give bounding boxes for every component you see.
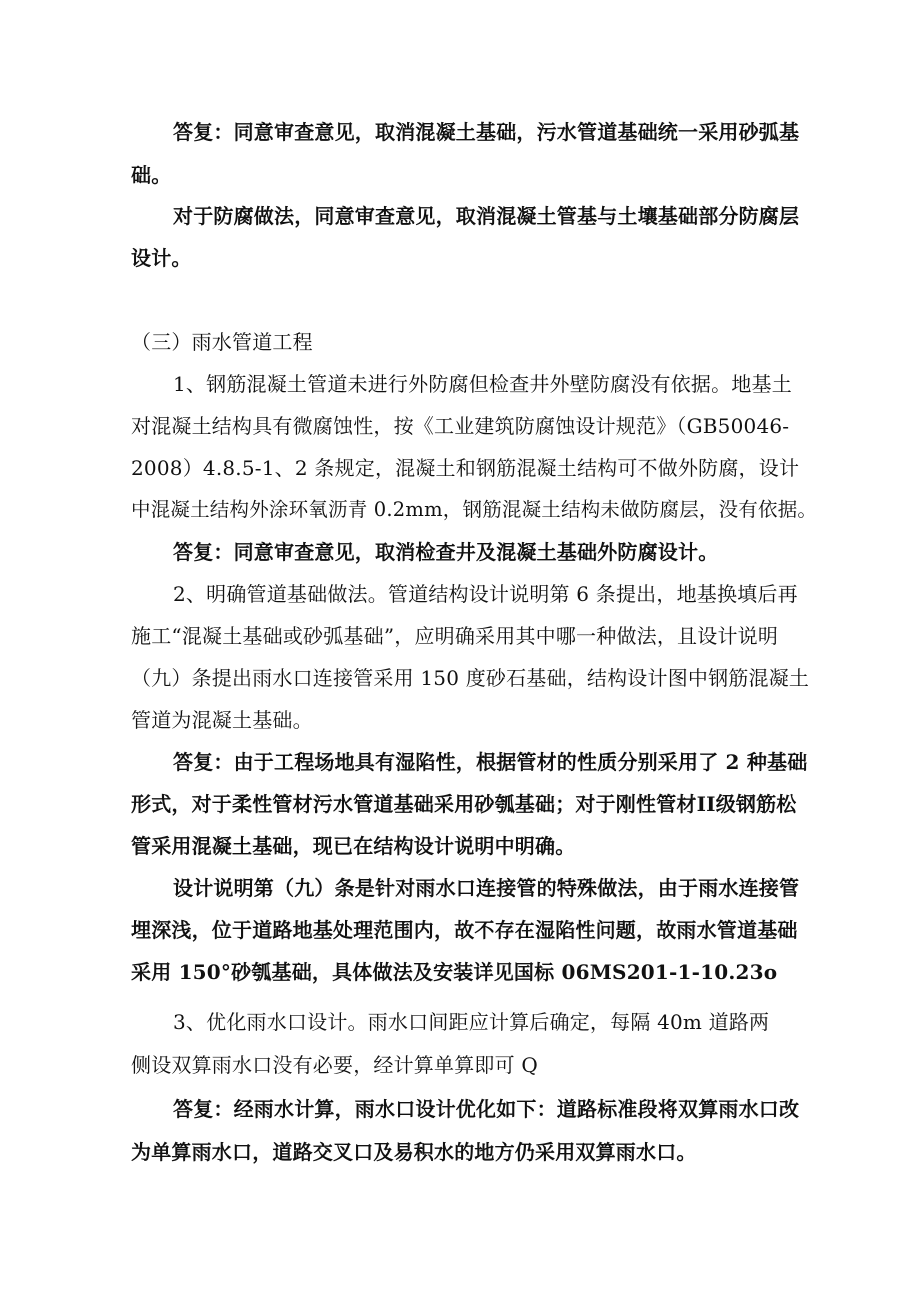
reply-line: 答复：同意审查意见，取消混凝土基础，污水管道基础统一采用砂弧基	[173, 120, 800, 144]
item2-reply-line: 形式，对于柔性管材污水管道基础采用砂瓠基础；对于刚性管材II级钢筋松	[131, 792, 797, 816]
item2-reply-line: 答复：由于工程场地具有湿陷性，根据管材的性质分别采用了 2 种基础	[173, 750, 808, 774]
item1-line: 中混凝土结构外涂环氧沥青 0.2mm，钢筋混凝土结构未做防腐层，没有依据。	[131, 498, 818, 521]
item2-note-line: 埋深浅，位于道路地基处理范围内，故不存在湿陷性问题，故雨水管道基础	[131, 918, 798, 942]
item3-reply-line: 答复：经雨水计算，雨水口设计优化如下：道路标准段将双算雨水口改	[173, 1097, 800, 1121]
item1-line: 1、钢筋混凝土管道未进行外防腐但检查井外壁防腐没有依据。地基土	[173, 372, 792, 396]
item3-line: 3、优化雨水口设计。雨水口间距应计算后确定，每隔 40m 道路两	[173, 1010, 770, 1034]
item2-line: 管道为混凝土基础。	[131, 708, 313, 732]
anticorrosion-paragraph-line: 设计。	[131, 246, 192, 270]
item1-reply: 答复：同意审查意见，取消检查井及混凝土基础外防腐设计。	[173, 540, 719, 564]
item1-line: 对混凝土结构具有微腐蚀性，按《工业建筑防腐蚀设计规范》（GB50046-	[131, 414, 790, 438]
item1-line: 2008）4.8.5-1、2 条规定，混凝土和钢筋混凝土结构可不做外防腐，设计	[131, 456, 800, 480]
item3-line: 侧设双算雨水口没有必要，经计算单算即可 Q	[131, 1053, 538, 1077]
item2-note-line: 设计说明第（九）条是针对雨水口连接管的特殊做法，由于雨水连接管	[173, 876, 800, 900]
item2-line: 2、明确管道基础做法。管道结构设计说明第 6 条提出，地基换填后再	[173, 582, 798, 606]
reply-line: 础。	[131, 163, 172, 187]
item2-note-line: 采用 150°砂瓠基础，具体做法及安装详见国标 06MS201-1-10.23o	[131, 960, 778, 984]
item2-line: （九）条提出雨水口连接管采用 150 度砂石基础，结构设计图中钢筋混凝土	[131, 666, 810, 690]
item2-line: 施工“混凝土基础或砂弧基础”，应明确采用其中哪一种做法，且设计说明	[131, 624, 779, 648]
section-heading: （三）雨水管道工程	[131, 330, 313, 354]
item2-reply-line: 管采用混凝土基础，现已在结构设计说明中明确。	[131, 834, 576, 858]
anticorrosion-paragraph-line: 对于防腐做法，同意审查意见，取消混凝土管基与土壤基础部分防腐层	[173, 204, 800, 228]
item3-reply-line: 为单算雨水口，道路交叉口及易积水的地方仍采用双算雨水口。	[131, 1140, 697, 1164]
